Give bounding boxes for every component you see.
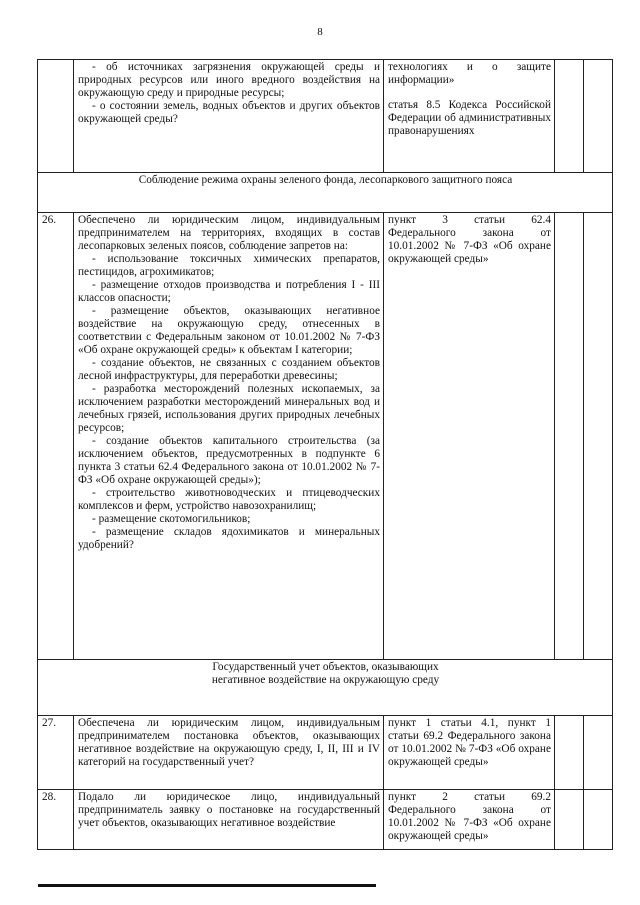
- reference-cell: пункт 2 статьи 69.2 Федерального закона от 10.01.2002 № 7-ФЗ «Об охране окружающей среды»: [384, 790, 555, 850]
- row-number: 27.: [38, 716, 74, 790]
- question-item: - размещение складов ядохимикатов и минеральных удобрений?: [78, 526, 380, 551]
- note-cell: [584, 716, 613, 790]
- row-number-cell: [38, 60, 74, 173]
- section-title: [38, 660, 613, 716]
- reference-cell: пункт 3 статьи 62.4 Федерального закона от 10.01.2002 № 7-ФЗ «Об охране окружающей среды»: [384, 213, 555, 660]
- reference-cell: пункт 1 статьи 4.1, пункт 1 статьи 69.2 Федерального закона от 10.01.2002 № 7-ФЗ «Об охране окружающей среды»: [384, 716, 555, 790]
- question-cell: [74, 213, 384, 660]
- table-row-26: [38, 213, 613, 660]
- note-cell: [584, 60, 613, 173]
- question-item: - строительство животноводческих и птицеводческих комплексов и ферм, устройство навозохранилищ;: [78, 487, 380, 512]
- row-number: 28.: [38, 790, 74, 850]
- section-title-line: негативное воздействие на окружающую среду: [211, 674, 440, 686]
- question-item: - разработка месторождений полезных ископаемых, за исключением разработки месторождений минеральных вод и лечебных грязей, использования других природных лечебных ресурсов;: [78, 383, 380, 434]
- checklist-table: [37, 59, 613, 850]
- question-item: - создание объектов, не связанных с созданием объектов лесной инфраструктуры, для переработки древесины;: [78, 357, 380, 382]
- section-row: [38, 173, 613, 213]
- reference-line: технологиях и о защите информации»: [388, 61, 551, 86]
- question-item: - размещение скотомогильников;: [92, 513, 251, 525]
- reference-cell: [384, 60, 555, 173]
- question-item: - размещение объектов, оказывающих негативное воздействие на окружающую среду, отнесенных в соответствии с Федеральным законом от 10.01.2002 № 7-ФЗ «Об охране окружающей среды» к объектам I категории;: [78, 305, 380, 356]
- question-item: - размещение отходов производства и потребления I - III классов опасности;: [78, 279, 380, 304]
- page-number: 8: [317, 26, 323, 38]
- reference-line: статья 8.5 Кодекса Российской Федерации об административных правонарушениях: [388, 99, 551, 137]
- section-title: Соблюдение режима охраны зеленого фонда, лесопаркового защитного пояса: [38, 173, 613, 213]
- question-cell: Подало ли юридическое лицо, индивидуальный предприниматель заявку о постановке на государственный учет объектов, оказывающих негативное воздействие: [74, 790, 384, 850]
- section-title-line: Государственный учет объектов, оказывающих: [212, 661, 439, 673]
- question-item: - создание объектов капитального строительства (за исключением объектов, предусмотренных в подпункте 6 пункта 3 статьи 62.4 Федерального закона от 10.01.2002 № 7-ФЗ «Об охране окружающей среды»);: [78, 435, 380, 486]
- question-line: - о состоянии земель, водных объектов и других объектов окружающей среды?: [78, 100, 380, 125]
- section-row: [38, 660, 613, 716]
- question-line: - об источниках загрязнения окружающей среды и природных ресурсов или иного вредного воздействия на окружающую среду и природные ресурсы;: [78, 61, 380, 99]
- question-item: - использование токсичных химических препаратов, пестицидов, агрохимикатов;: [78, 253, 380, 278]
- table-row-28: [38, 790, 613, 850]
- note-cell: [584, 790, 613, 850]
- answer-cell: [555, 60, 584, 173]
- question-cell: Обеспечена ли юридическим лицом, индивидуальным предпринимателем постановка объектов, оказывающих негативное воздействие на окружающую среду, I, II, III и IV категорий на государственный учет?: [74, 716, 384, 790]
- question-intro: Обеспечено ли юридическим лицом, индивидуальным предпринимателем на территориях, входящих в состав лесопарковых зеленых поясов, соблюдение запретов на:: [78, 214, 380, 252]
- row-number: 26.: [38, 213, 74, 660]
- footer-rule: [38, 884, 376, 887]
- answer-cell: [555, 716, 584, 790]
- question-cell: [74, 60, 384, 173]
- note-cell: [584, 213, 613, 660]
- answer-cell: [555, 790, 584, 850]
- answer-cell: [555, 213, 584, 660]
- table-row-27: [38, 716, 613, 790]
- table-row-continued: [38, 60, 613, 173]
